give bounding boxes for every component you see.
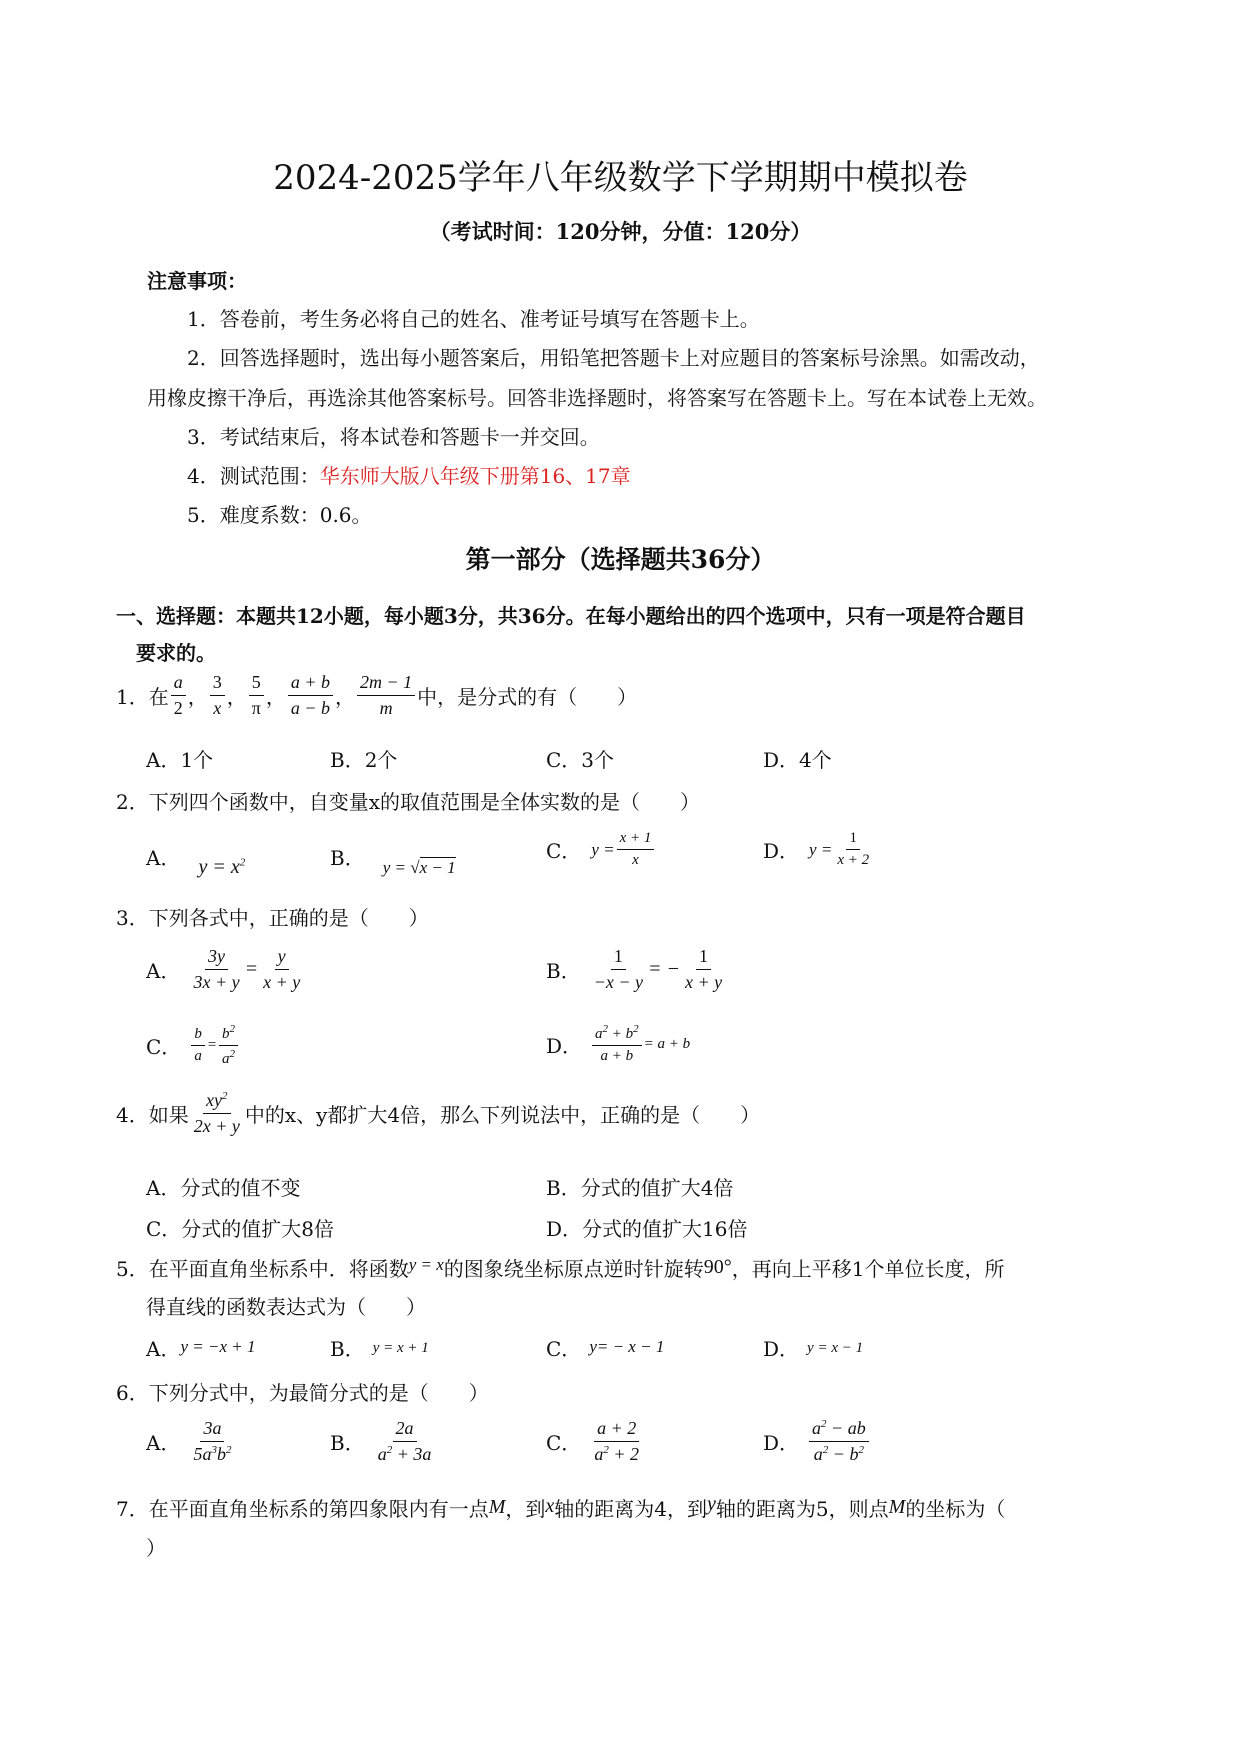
question-1-number: 1． bbox=[116, 685, 149, 709]
q3-option-c[interactable]: C． $\frac{b}{a}$ = $\frac{b^2}{a^2}$ bbox=[146, 1023, 240, 1068]
fraction-5-over-pi: $\frac{5}{\pi}$ bbox=[249, 672, 264, 719]
q2-option-b-label: B． bbox=[330, 846, 365, 870]
notice-item-3: 3．考试结束后，将本试卷和答题卡一并交回。 bbox=[187, 425, 600, 449]
q5-option-d-label: D． bbox=[763, 1337, 800, 1361]
page-subtitle: （考试时间：120分钟，分值：120分） bbox=[429, 219, 812, 244]
question-7-part-4: 轴的距离为5，则点 bbox=[715, 1497, 889, 1521]
question-5-mid: 的图象绕坐标原点逆时针旋转 bbox=[443, 1257, 704, 1281]
q5-option-c[interactable]: C． $^{y= - x - 1}$ bbox=[546, 1337, 665, 1361]
q1-option-c[interactable]: C．3个 bbox=[546, 748, 615, 772]
q4-option-c[interactable]: C．分式的值扩大8倍 bbox=[146, 1217, 335, 1241]
q5-option-c-label: C． bbox=[546, 1337, 582, 1361]
question-1-pre: 在 bbox=[148, 685, 169, 709]
notice-item-4 bbox=[187, 460, 631, 489]
q5-option-a-label: A． bbox=[146, 1337, 181, 1361]
question-5-post: ，再向上平移1个单位长度，所 bbox=[731, 1257, 1005, 1281]
q5-option-b-label: B． bbox=[330, 1337, 365, 1361]
question-7-line-2: ） bbox=[146, 1536, 166, 1560]
q2-option-c-label: C． bbox=[546, 839, 582, 863]
question-2: 2．下列四个函数中，自变量x的取值范围是全体实数的是（ ） bbox=[116, 790, 701, 814]
q2-option-d[interactable]: D． y = $\frac{1}{x + 2}$ bbox=[763, 830, 870, 868]
q3-option-c-label: C． bbox=[146, 1035, 182, 1059]
test-scope: 华东师大版八年级下册第16、17章 bbox=[319, 464, 631, 488]
instruction-line-1: 一、选择题：本题共12小题，每小题3分，共36分。在每小题给出的四个选项中，只有一项是符合题目 bbox=[116, 604, 1026, 628]
fraction-a-over-2: $\frac{a}{2}$ bbox=[171, 672, 186, 719]
fraction-xy2-over-2x-plus-y: $\frac{xy^2}{2x + y}$ bbox=[193, 1090, 240, 1136]
q3-option-d[interactable]: D． $\frac{a^2 + b^2}{a + b}$ = a + b bbox=[546, 1023, 691, 1064]
question-7-part-2: ，到 bbox=[505, 1497, 546, 1521]
question-7-part-3: 轴的距离为4，到 bbox=[554, 1497, 708, 1521]
q2-option-a[interactable]: A． $y = x^2$ bbox=[146, 846, 246, 878]
q6-option-d-label: D． bbox=[763, 1431, 800, 1455]
q4-option-d[interactable]: D．分式的值扩大16倍 bbox=[546, 1217, 748, 1241]
fraction-2m-minus-1-over-m: $\frac{2m - 1}{m}$ bbox=[357, 672, 415, 719]
fraction-3-over-x: $\frac{3}{x}$ bbox=[210, 672, 225, 719]
q1-option-a[interactable]: A．1个 bbox=[146, 748, 214, 772]
section-title: 第一部分（选择题共36分） bbox=[465, 545, 776, 574]
notice-item-2: 2．回答选择题时，选出每小题答案后，用铅笔把答题卡上对应题目的答案标号涂黑。如需改动， bbox=[187, 346, 1040, 370]
instruction-line-2: 要求的。 bbox=[136, 641, 216, 665]
question-5-line-1: 5．在平面直角坐标系中．将函数$^{y = x}$的图象绕坐标原点逆时针旋转90°，再向上平移1个单位长度，所 bbox=[116, 1255, 1005, 1281]
q6-option-a-label: A． bbox=[146, 1431, 181, 1455]
q5-option-a[interactable]: A．$^{y = -x + 1}$ bbox=[146, 1337, 256, 1361]
q3-option-b-label: B． bbox=[546, 959, 581, 983]
q6-option-c[interactable]: C． $\frac{a + 2}{a^2 + 2}$ bbox=[546, 1418, 639, 1464]
q2-option-a-label: A． bbox=[146, 846, 181, 870]
notice-item-1: 1．答卷前，考生务必将自己的姓名、准考证号填写在答题卡上。 bbox=[187, 307, 760, 331]
q4-option-b[interactable]: B．分式的值扩大4倍 bbox=[546, 1176, 734, 1200]
q6-option-d[interactable]: D． $\frac{a^2 - ab}{a^2 - b^2}$ bbox=[763, 1418, 871, 1465]
q6-option-c-label: C． bbox=[546, 1431, 582, 1455]
q2-option-c[interactable]: C． y = $\frac{x + 1}{x}$ bbox=[546, 830, 656, 869]
q6-option-b[interactable]: B． $\frac{2a}{a^2 + 3a}$ bbox=[330, 1418, 432, 1464]
notice-item-5: 5．难度系数：0.6。 bbox=[187, 503, 372, 527]
question-6: 6．下列分式中，为最简分式的是（ ） bbox=[116, 1381, 489, 1405]
question-7-part-1: 7．在平面直角坐标系的第四象限内有一点 bbox=[116, 1497, 489, 1521]
q3-option-b[interactable]: B． $\frac{1}{-x - y}$ = − $\frac{1}{x + y}$ bbox=[546, 946, 723, 992]
q2-option-b[interactable]: B． $_{y = √x - 1}$ bbox=[330, 846, 456, 877]
notice-heading: 注意事项： bbox=[147, 269, 247, 293]
question-7-line-1: 7．在平面直角坐标系的第四象限内有一点M，到x轴的距离为4，到y轴的距离为5，则点M的坐标为（ bbox=[116, 1493, 1006, 1521]
q2-option-d-label: D． bbox=[763, 839, 800, 863]
question-4-post: 中的x、y都扩大4倍，那么下列说法中，正确的是（ ） bbox=[244, 1103, 761, 1127]
question-4-number: 4． bbox=[116, 1103, 149, 1127]
q5-option-b[interactable]: B． $^{y = x + 1}$ bbox=[330, 1337, 429, 1361]
question-3: 3．下列各式中，正确的是（ ） bbox=[116, 906, 429, 930]
q5-option-d[interactable]: D． $^{y = x - 1}$ bbox=[763, 1337, 864, 1361]
question-5-line-2: 得直线的函数表达式为（ ） bbox=[146, 1295, 426, 1319]
q3-option-d-label: D． bbox=[546, 1033, 583, 1058]
fraction-a-plus-b-over-a-minus-b: $\frac{a + b}{a - b}$ bbox=[288, 672, 333, 719]
question-1-post: 中，是分式的有（ ） bbox=[417, 685, 638, 709]
q6-option-a[interactable]: A． $\frac{3a}{5a^3b^2}$ bbox=[146, 1418, 232, 1464]
q4-option-a[interactable]: A．分式的值不变 bbox=[146, 1176, 301, 1200]
question-4 bbox=[116, 1090, 760, 1137]
question-7-part-5: 的坐标为（ bbox=[905, 1497, 1006, 1521]
notice-item-2-cont: 用橡皮擦干净后，再选涂其他答案标号。回答非选择题时，将答案写在答题卡上。写在本试卷上无效。 bbox=[147, 386, 1047, 410]
question-5-pre: 5．在平面直角坐标系中．将函数 bbox=[116, 1257, 409, 1281]
q3-option-a[interactable]: A． $\frac{3y}{3x + y}$ = $\frac{y}{x + y}$ bbox=[146, 946, 301, 992]
q3-option-a-label: A． bbox=[146, 959, 181, 983]
q1-option-d[interactable]: D．4个 bbox=[763, 748, 832, 772]
page-title: 2024-2025学年八年级数学下学期期中模拟卷 bbox=[273, 158, 968, 198]
question-1: 1． 在 $\frac{a}{2}$ ， $\frac{3}{x}$ ， $\frac{5}{\pi}$ ， $\frac{a + b}{a - b}$ ， $\frac{2m - 1}{m}$ 中，是分式的有（ ） bbox=[116, 672, 638, 718]
question-4-pre: 如果 bbox=[148, 1103, 189, 1127]
q6-option-b-label: B． bbox=[330, 1431, 365, 1455]
q1-option-b[interactable]: B．2个 bbox=[330, 748, 398, 772]
notice-item-4-label: 4．测试范围： bbox=[187, 464, 320, 488]
